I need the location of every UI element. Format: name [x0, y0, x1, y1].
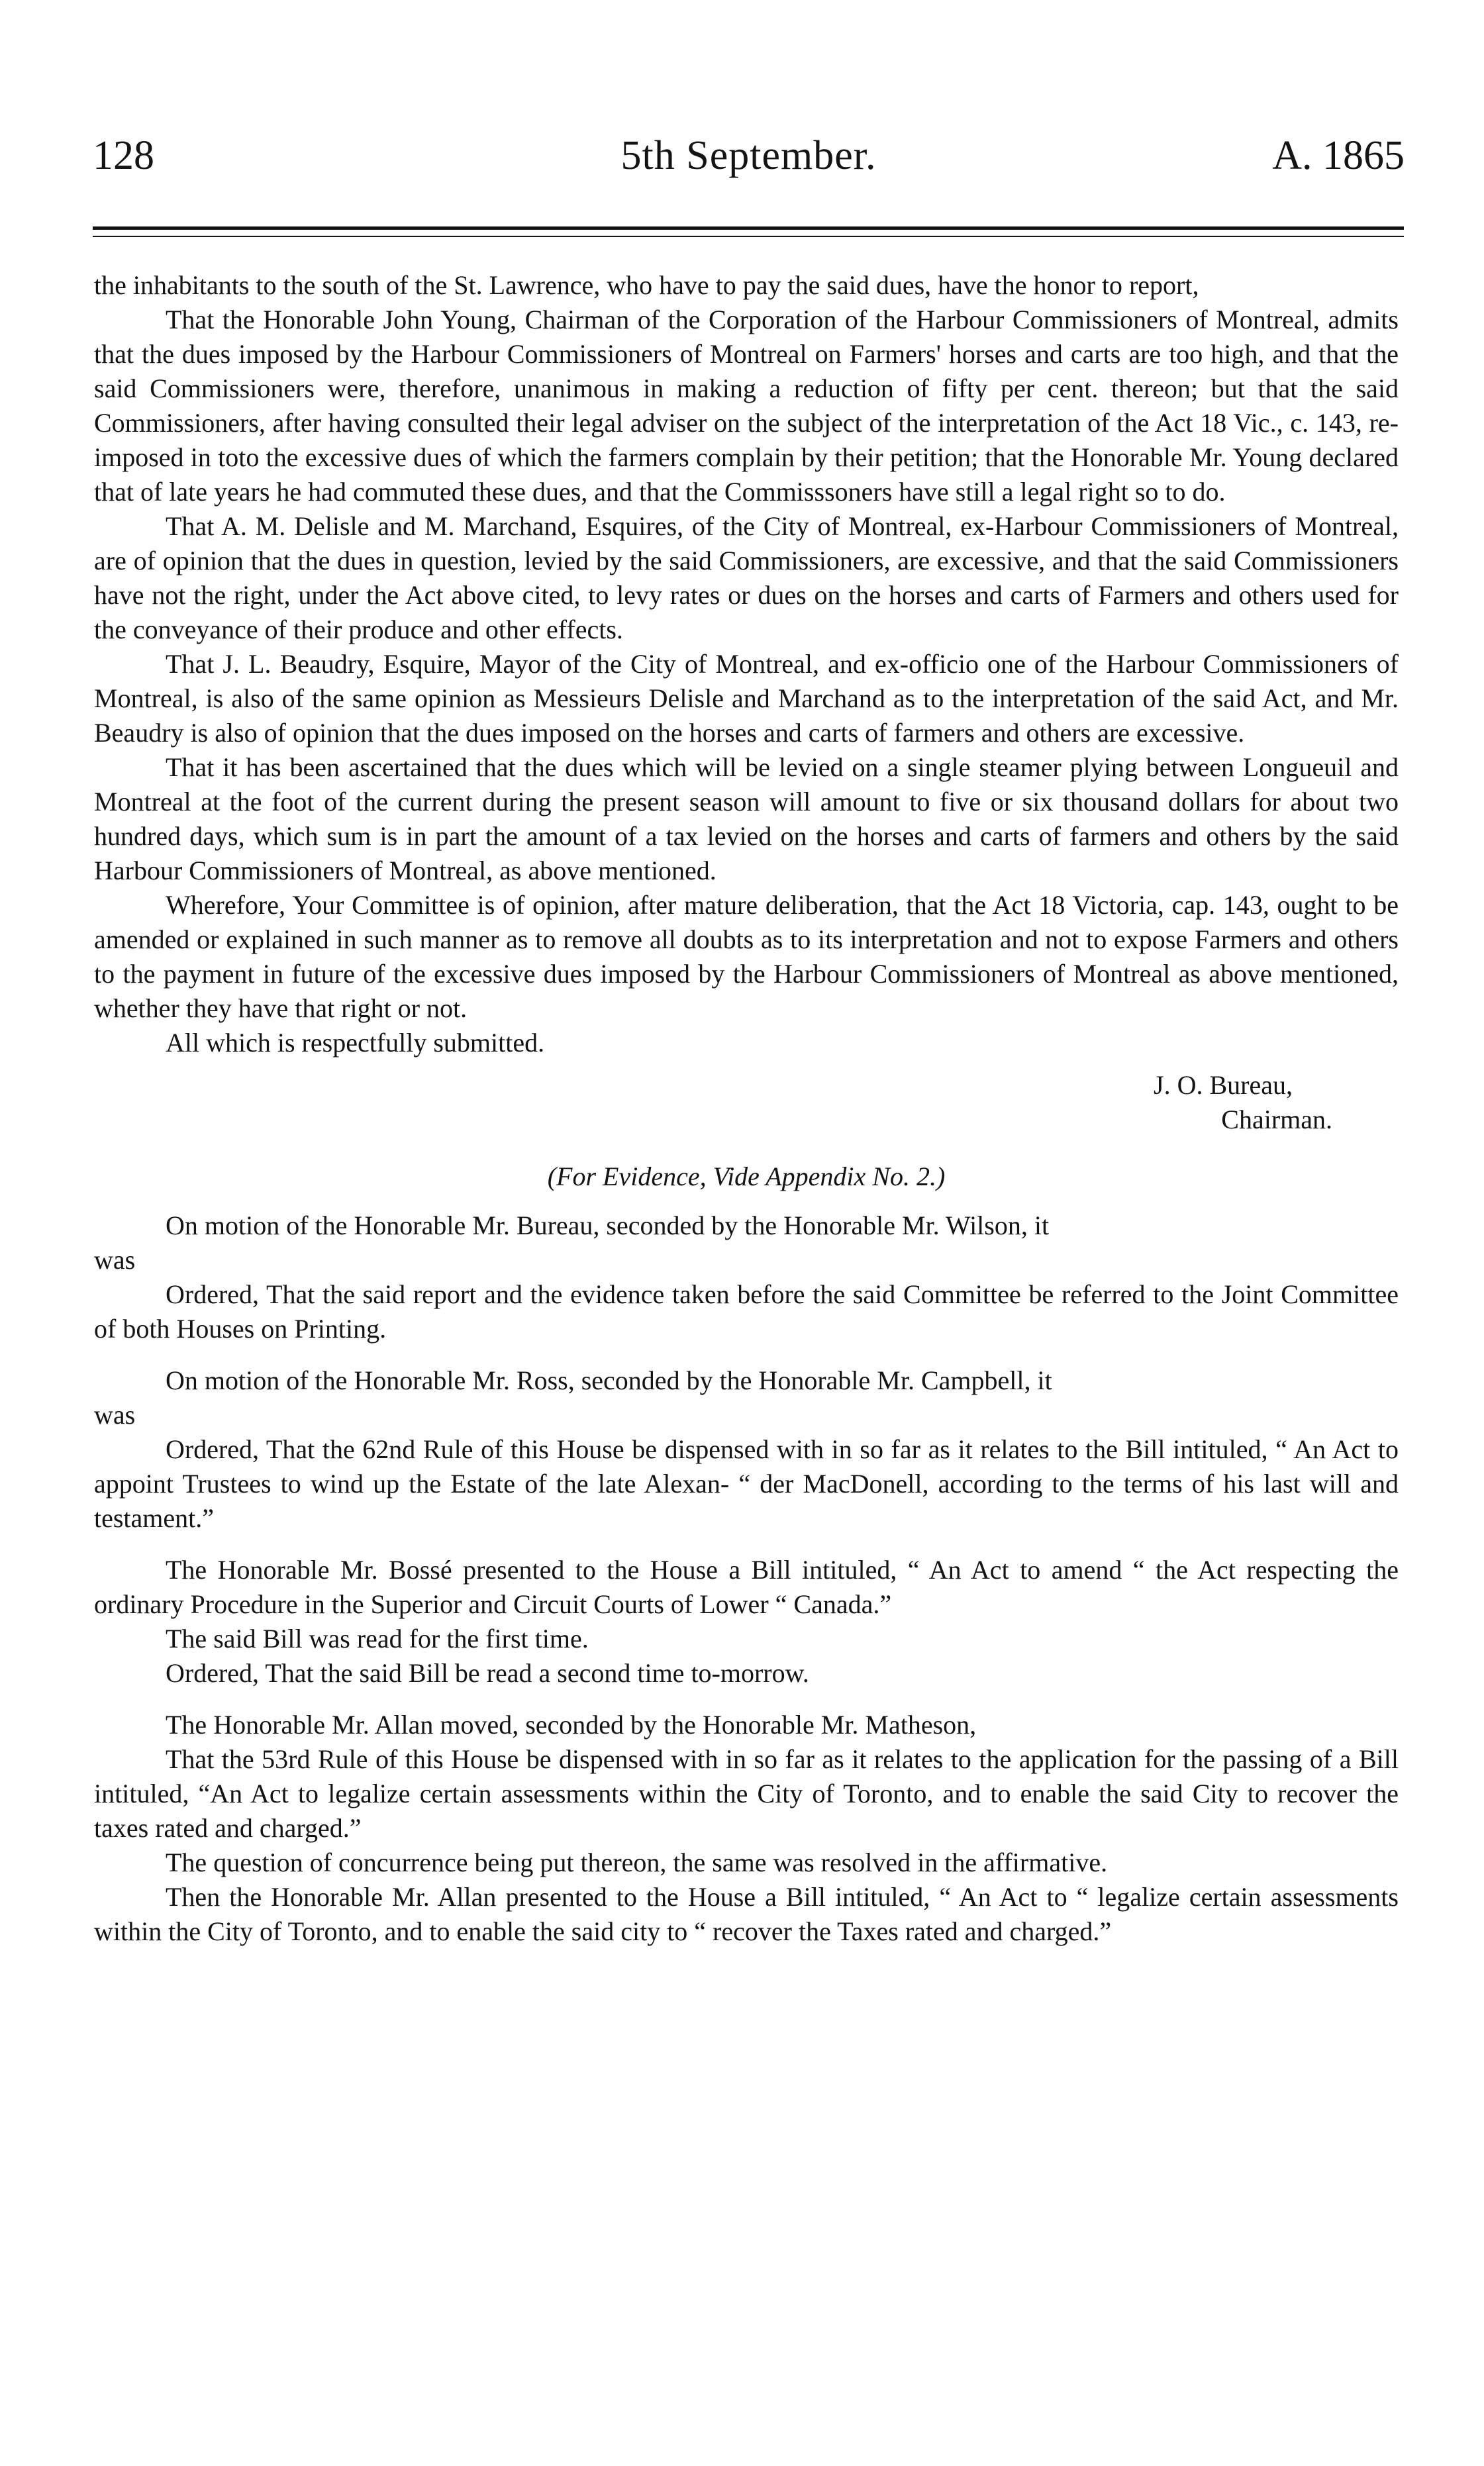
signature-title: Chairman. — [1221, 1105, 1332, 1134]
paragraph-first-reading: The said Bill was read for the first time. — [166, 1624, 589, 1653]
paragraph-motion-bureau: On motion of the Honorable Mr. Bureau, seconded by the Honorable Mr. Wilson, it — [166, 1210, 1050, 1240]
paragraph-second-reading: Ordered, That the said Bill be read a second time to-morrow. — [166, 1658, 809, 1688]
paragraph-delisle: That A. M. Delisle and M. Marchand, Esquires, of the City of Montreal, ex-Harbour Commissioners of Montreal, are of opinion that the dues in question, levied by the said Commissioners, are excessive, and that the said Commissioners have not the right, under the Act above cited, to levy rates or dues on the horses and carts of Farmers and others used for the conveyance of their produce and other effects. — [94, 511, 1399, 644]
header-rule-thin — [93, 236, 1404, 237]
signature-block — [94, 1068, 1399, 1137]
year-label: A. 1865 — [1272, 133, 1405, 178]
paragraph-concurrence: The question of concurrence being put thereon, the same was resolved in the affirmative. — [166, 1848, 1108, 1877]
paragraph-continuation: the inhabitants to the south of the St. Lawrence, who have to pay the said dues, have the honor to report, — [94, 270, 1199, 300]
page-header — [93, 132, 1405, 192]
paragraph-wherefore: Wherefore, Your Committee is of opinion, after mature deliberation, that the Act 18 Victoria, cap. 143, ought to be amended or explained in such manner as to remove all doubts as to its interpretation and not to expose Farmers and others to the payment in future of the excessive dues imposed by the Harbour Commissioners of Montreal as above mentioned, whether they have that right or not. — [94, 890, 1399, 1023]
body-text — [94, 268, 1399, 1949]
was-label: was — [94, 1400, 136, 1430]
page-number: 128 — [93, 133, 154, 178]
evidence-note: (For Evidence, Vide Appendix No. 2.) — [547, 1161, 946, 1191]
signature-name: J. O. Bureau, — [1154, 1070, 1293, 1100]
paragraph-submitted: All which is respectfully submitted. — [166, 1028, 545, 1058]
was-label: was — [94, 1245, 136, 1275]
header-rule-thick — [93, 226, 1404, 230]
paragraph-young: That the Honorable John Young, Chairman of the Corporation of the Harbour Commissioners of Montreal, admits that the dues imposed by the Harbour Commissioners of Montreal on Farmers' horses and carts are too high, and that the said Commissioners were, therefore, unanimous in making a reduction of fifty per cent. thereon; but that the said Commissioners, after having consulted their legal adviser on the subject of the interpretation of the Act 18 Vic., c. 143, re-imposed in toto the excessive dues of which the farmers complain by their petition; that the Honorable Mr. Young declared that of late years he had commuted these dues, and that the Commisssoners have still a legal right so to do. — [94, 305, 1399, 507]
paragraph-ordered-macdonell: Ordered, That the 62nd Rule of this House be dispensed with in so far as it relates to the Bill intituled, “ An Act to appoint Trustees to wind up the Estate of the late Alexan- “ der MacDonell, according to the terms of his last will and testament.” — [94, 1434, 1399, 1533]
running-head: 5th September. — [620, 133, 877, 178]
paragraph-motion-ross: On motion of the Honorable Mr. Ross, seconded by the Honorable Mr. Campbell, it — [166, 1365, 1052, 1395]
paragraph-toronto-bill: Then the Honorable Mr. Allan presented to the House a Bill intituled, “ An Act to “ legalize certain assessments within the City of Toronto, and to enable the said city to “ recover the Taxes rated and charged.” — [94, 1882, 1399, 1946]
paragraph-53rd-rule: That the 53rd Rule of this House be dispensed with in so far as it relates to the application for the passing of a Bill intituled, “An Act to legalize certain assessments within the City of Toronto, and to enable the said City to recover the taxes rated and charged.” — [94, 1744, 1399, 1843]
paragraph-bosse-bill: The Honorable Mr. Bossé presented to the House a Bill intituled, “ An Act to amend “ the Act respecting the ordinary Procedure in the Superior and Circuit Courts of Lower “ Canada.” — [94, 1555, 1399, 1619]
paragraph-beaudry: That J. L. Beaudry, Esquire, Mayor of the City of Montreal, and ex-officio one of the Harbour Commissioners of Montreal, is also of the same opinion as Messieurs Delisle and Marchand as to the interpretation of the said Act, and Mr. Beaudry is also of opinion that the dues imposed on the horses and carts of farmers and others are excessive. — [94, 649, 1399, 748]
paragraph-allan-motion: The Honorable Mr. Allan moved, seconded by the Honorable Mr. Matheson, — [166, 1710, 977, 1740]
paragraph-ordered-printing: Ordered, That the said report and the evidence taken before the said Committee be referred to the Joint Committee of both Houses on Printing. — [94, 1279, 1399, 1344]
paragraph-steamer: That it has been ascertained that the dues which will be levied on a single steamer plying between Longueuil and Montreal at the foot of the current during the present season will amount to five or six thousand dollars for about two hundred days, which sum is in part the amount of a tax levied on the horses and carts of farmers and others by the said Harbour Commissioners of Montreal, as above mentioned. — [94, 752, 1399, 885]
